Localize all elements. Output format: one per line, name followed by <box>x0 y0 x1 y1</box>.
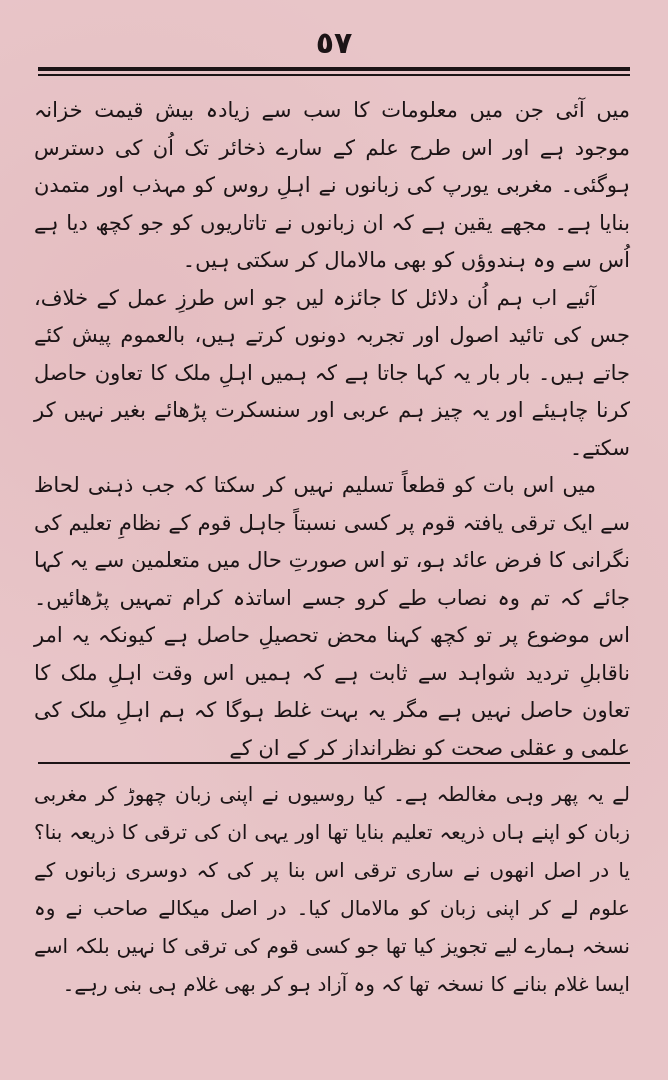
footnote-divider <box>38 762 630 764</box>
paragraph-2: آئیے اب ہم اُن دلائل کا جائزہ لیں جو اس طرزِ عمل کے خلاف، جس کی تائید اصول اور تجربہ دونوں کرتے ہیں، بالعموم پیش کئے جاتے ہیں۔ بار بار یہ کہا جاتا ہے کہ ہمیں اہلِ ملک کا تعاون حاصل کرنا چاہیئے اور یہ چیز ہم عربی اور سنسکرت پڑھائے بغیر نہیں کر سکتے۔ <box>34 285 630 460</box>
paragraph-1: میں آئی جن میں معلومات کا سب سے زیادہ بیش قیمت خزانہ موجود ہے اور اس طرح علم کے سارے ذخائر تک اُن کی دسترس ہوگئی۔ مغربی یورپ کی زبانوں نے اہلِ روس کو مہذب اور متمدن بنایا ہے۔ مجھے یقین ہے کہ ان زبانوں نے تاتاریوں کو جو کچھ دیا ہے اُس سے وہ ہندوؤں کو بھی مالامال کر سکتی ہیں۔ <box>34 98 630 272</box>
header-rule-thick <box>38 67 630 71</box>
main-text <box>34 92 630 767</box>
page-number: ٥٧ <box>315 26 353 61</box>
footnote-text: لے یہ پھر وہی مغالطہ ہے۔ کیا روسیوں نے اپنی زبان چھوڑ کر مغربی زبان کو اپنے ہاں ذریعہ تعلیم بنایا تھا اور یہی ان کی ترقی کا ذریعہ بنا؟ یا در اصل انھوں نے ساری ترقی اس بنا پر کی کہ دوسری زبانوں کے علوم لے کر اپنی زبان کو مالامال کیا۔ در اصل میکالے صاحب نے وہ نسخہ ہمارے لیے تجویز کیا تھا جو کسی قوم کی ترقی کا نہیں بلکہ اسے ایسا غلام بنانے کا نسخہ تھا کہ وہ آزاد ہو کر بھی غلام ہی بنی رہے۔ <box>34 782 630 996</box>
paragraph-3: میں اس بات کو قطعاً تسلیم نہیں کر سکتا کہ جب ذہنی لحاظ سے ایک ترقی یافتہ قوم پر کسی نسبتاً جاہل قوم کے نظامِ تعلیم کی نگرانی کا فرض عائد ہو، تو اس صورتِ حال میں متعلمین سے یہ کہا جائے کہ تم وہ نصاب طے کرو جسے اساتذہ کرام تمہیں پڑھائیں۔ اس موضوع پر تو کچھ کہنا محض تحصیلِ حاصل ہے کیونکہ یہ امر ناقابلِ تردید شواہد سے ثابت ہے کہ ہمیں اس وقت اہلِ ملک کا تعاون حاصل نہیں ہے مگر یہ بہت غلط ہوگا کہ ہم اہلِ ملک کی علمی و عقلی صحت کو نظرانداز کر کے ان کے <box>34 473 630 760</box>
footnote <box>34 775 630 1003</box>
header-rule-thin <box>38 74 630 76</box>
